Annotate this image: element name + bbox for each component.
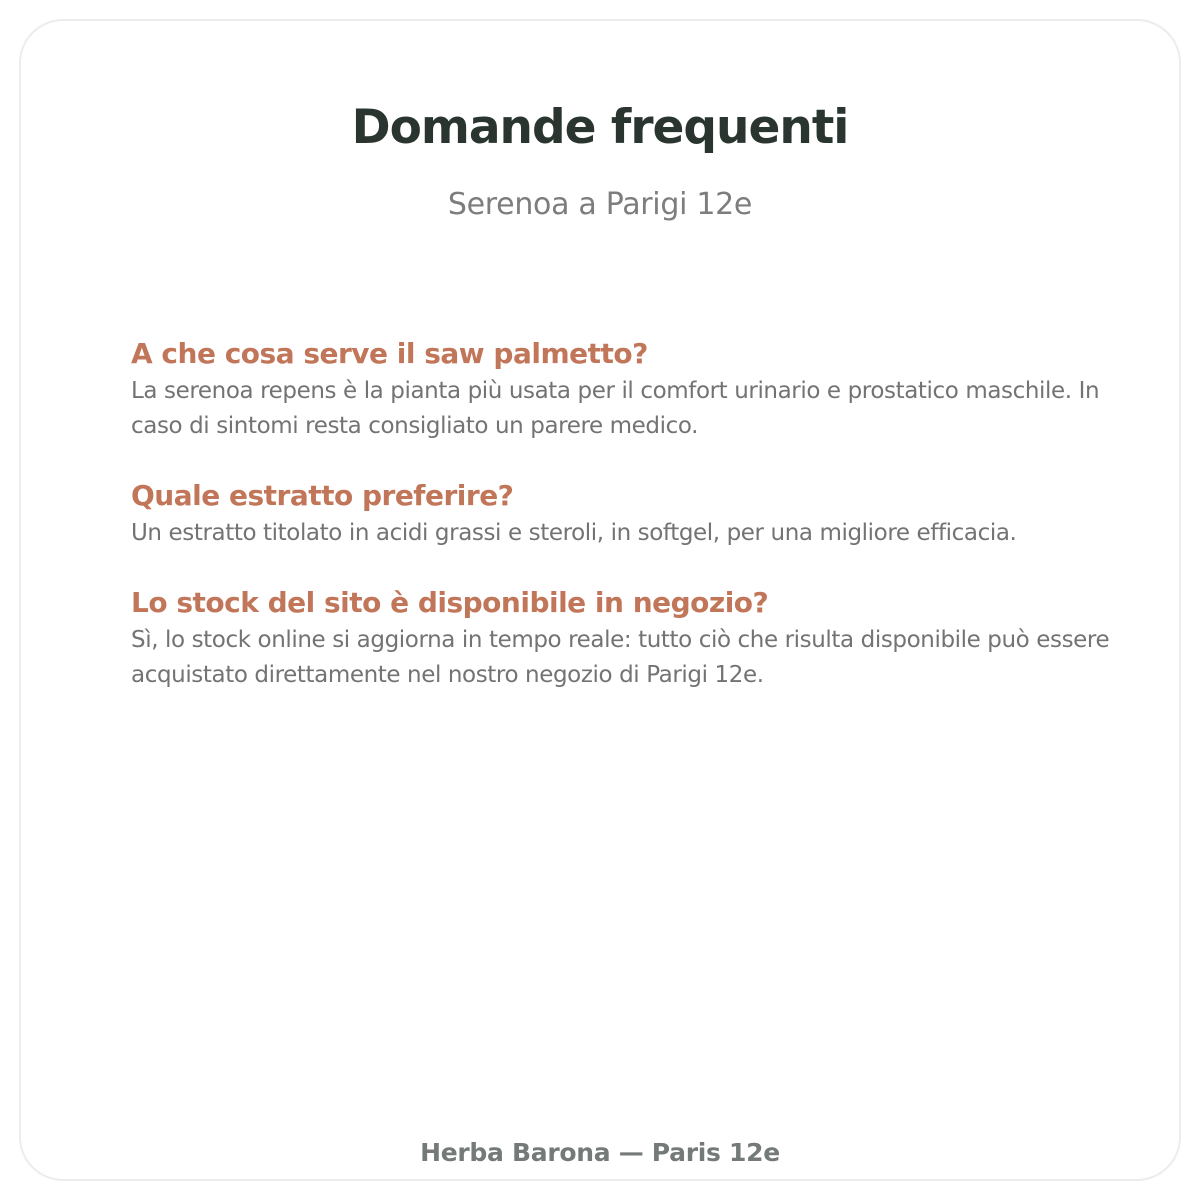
faq-question: Quale estratto preferire? — [131, 479, 514, 512]
faq-item — [131, 476, 1131, 551]
faq-list — [131, 334, 1131, 725]
faq-question: A che cosa serve il saw palmetto? — [131, 337, 648, 370]
faq-question: Lo stock del sito è disponibile in negozio? — [131, 586, 769, 619]
faq-answer: La serenoa repens è la pianta più usata per il comfort urinario e prostatico maschile. In caso di sintomi resta consigliato un parere medico. — [131, 378, 1100, 439]
faq-answer: Sì, lo stock online si aggiorna in tempo reale: tutto ciò che risulta disponibile può essere acquistato direttamente nel nostro negozio di Parigi 12e. — [131, 627, 1110, 688]
faq-item — [131, 583, 1131, 693]
page-title: Domande frequenti — [351, 100, 849, 155]
page-subtitle: Serenoa a Parigi 12e — [447, 187, 753, 222]
footer-brand: Herba Barona — Paris 12e — [420, 1138, 780, 1167]
faq-answer: Un estratto titolato in acidi grassi e steroli, in softgel, per una migliore efficacia. — [131, 520, 1017, 546]
faq-item — [131, 334, 1131, 444]
